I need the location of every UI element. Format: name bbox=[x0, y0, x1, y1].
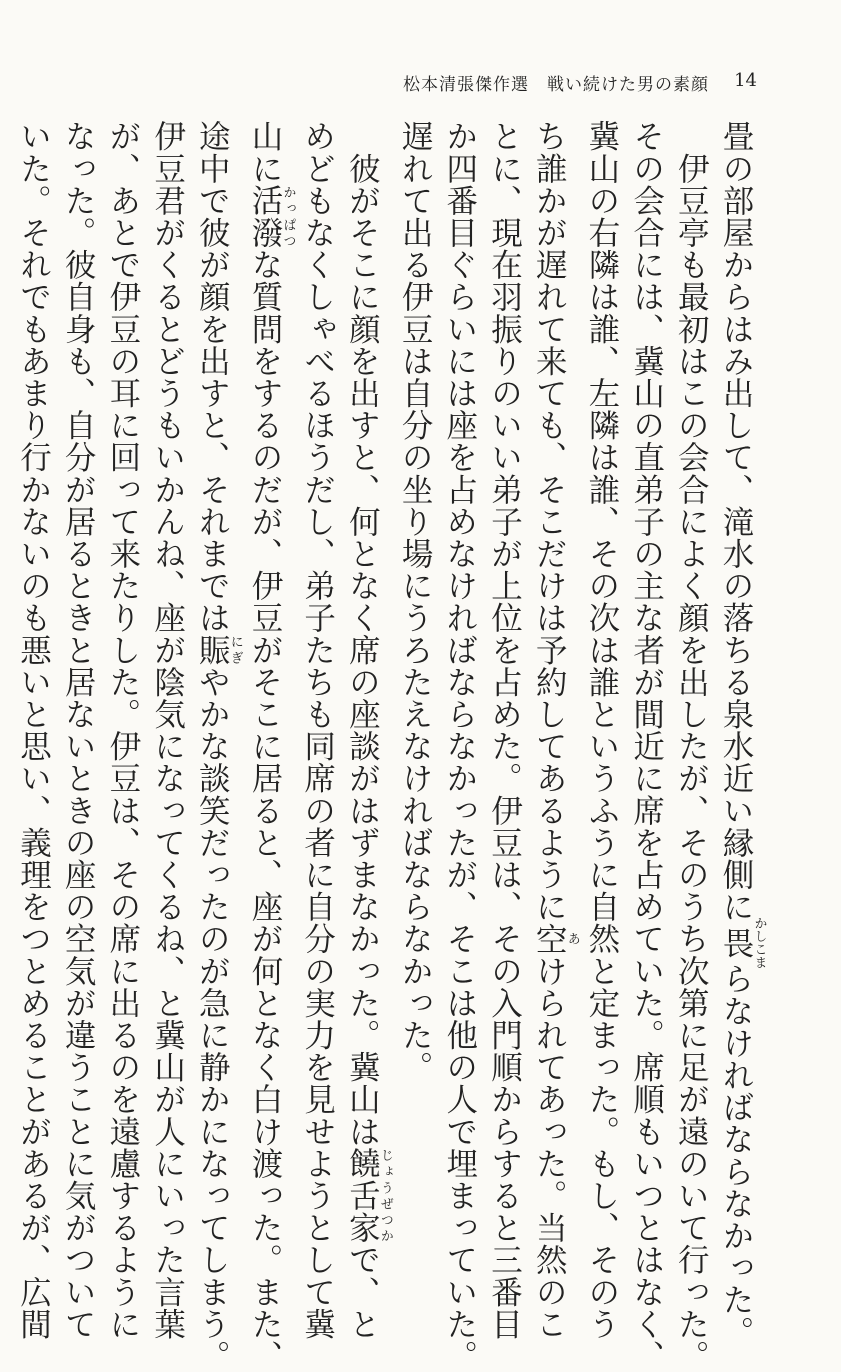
ruby-annotation: 饒舌家じょうぜつか bbox=[344, 1147, 393, 1244]
ruby-annotation: 賑にぎ bbox=[194, 633, 243, 666]
text-line: その会合には、冀山の直弟子の主な者が間近に席を占めていた。席順もいつとはなく、 bbox=[628, 120, 665, 1372]
ruby-reading: じょうぜつか bbox=[377, 1147, 393, 1244]
ruby-reading: あ bbox=[564, 922, 580, 955]
text-line: 彼がそこに顔を出すと、何となく席の座談がはずまなかった。冀山は饒舌家じょうぜつかで、と bbox=[344, 120, 393, 1340]
ruby-annotation: 空あ bbox=[531, 922, 580, 955]
running-title: 松本清張傑作選 戦い続けた男の素顔 bbox=[403, 75, 709, 95]
text-line: 山に活潑かっぱつな質問をするのだが、伊豆がそこに居ると、座が何となく白け渡った。また、 bbox=[246, 120, 296, 1372]
text-line: が、あとで伊豆の耳に回って来たりした。伊豆は、その席に出るのを遠慮するように bbox=[104, 120, 141, 1340]
text-line: 冀山の右隣は誰、左隣は誰、その次は誰というふうに自然と定まった。もし、そのう bbox=[583, 120, 620, 1340]
text-line: 遅れて出る伊豆は自分の坐り場にうろたえなければならなかった。 bbox=[397, 120, 434, 1083]
vertical-text-body bbox=[15, 120, 767, 1372]
text-line: 畳の部屋からはみ出して、滝水の落ちる泉水近い縁側に畏かしこまらなければならなかった。 bbox=[718, 120, 767, 1348]
ruby-annotation: 活潑かっぱつ bbox=[246, 184, 296, 249]
text-line: いた。それでもあまり行かないのも悪いと思い、義理をつとめることがあるが、広間 bbox=[15, 120, 52, 1340]
text-line: とに、現在羽振りのいい弟子が上位を占めた。伊豆は、その入門順からすると三番目 bbox=[486, 120, 523, 1340]
ruby-reading: かっぱつ bbox=[280, 184, 296, 249]
text-line: 伊豆君がくるとどうもいかんね、座が陰気になってくるね、と冀山が人にいった言葉 bbox=[149, 120, 186, 1340]
ruby-reading: かしこま bbox=[751, 916, 767, 969]
page-number: 14 bbox=[734, 70, 757, 91]
text-line: めどもなくしゃべるほうだし、弟子たちも同席の者に自分の実力を見せようとして冀 bbox=[299, 120, 336, 1340]
ruby-annotation: 畏かしこま bbox=[718, 916, 767, 969]
running-header bbox=[0, 70, 841, 100]
text-line: 伊豆亭も最初はこの会合によく顔を出したが、そのうち次第に足が遠のいて行った。 bbox=[673, 120, 710, 1372]
ruby-reading: にぎ bbox=[227, 633, 243, 666]
text-line: か四番目ぐらいには座を占めなければならなかったが、そこは他の人で埋まっていた。 bbox=[441, 120, 478, 1372]
text-line: 途中で彼が顔を出すと、それまでは賑にぎやかな談笑だったのが急に静かになってしまう。 bbox=[194, 120, 243, 1372]
text-line: なった。彼自身も、自分が居るときと居ないときの座の空気が違うことに気がついて bbox=[60, 120, 97, 1340]
text-line: ち誰かが遅れて来ても、そこだけは予約してあるように空あけられてあった。当然のこ bbox=[531, 120, 580, 1340]
